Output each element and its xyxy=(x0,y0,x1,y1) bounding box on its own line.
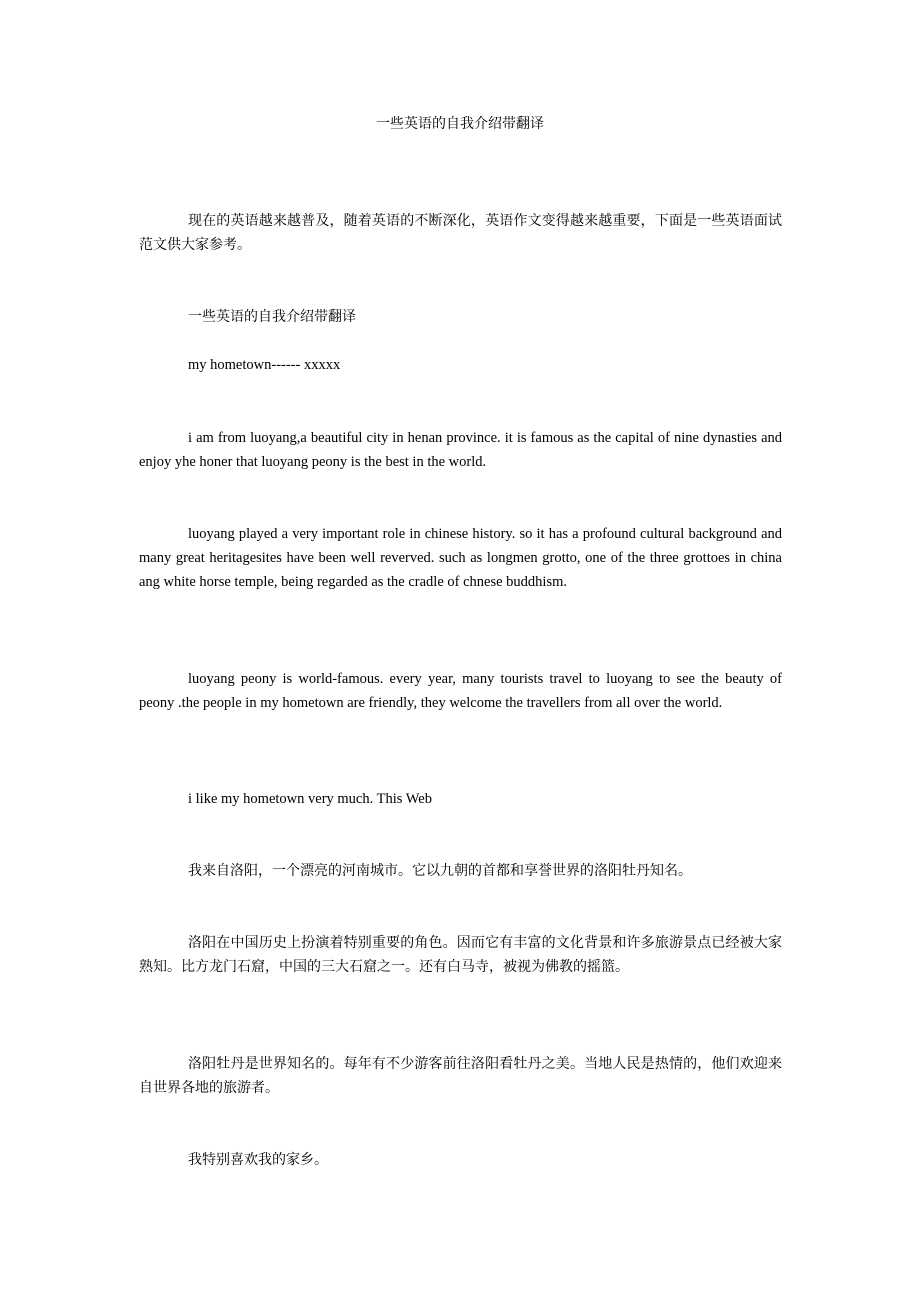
paragraph-zh-4: 我特别喜欢我的家乡。 xyxy=(188,1152,328,1168)
paragraph-en-3: luoyang peony is world-famous. every year, many tourists travel to luoyang to see the beauty of peony .the people in my hometown are friendly, they welcome the travellers from all over the world. xyxy=(139,671,782,711)
paragraph-en-1: i am from luoyang,a beautiful city in henan province. it is famous as the capital of nine dynasties and enjoy yhe honer that luoyang peony is the best in the world. xyxy=(139,430,782,470)
paragraph-zh-3: 洛阳牡丹是世界知名的。每年有不少游客前往洛阳看牡丹之美。当地人民是热情的，他们欢迎来自世界各地的旅游者。 xyxy=(139,1056,782,1096)
paragraph-zh-1: 我来自洛阳，一个漂亮的河南城市。它以九朝的首都和享誉世界的洛阳牡丹知名。 xyxy=(188,863,692,879)
paragraph-intro: 现在的英语越来越普及，随着英语的不断深化，英语作文变得越来越重要，下面是一些英语面试范文供大家参考。 xyxy=(139,213,782,253)
paragraph-hometown-heading: my hometown------ xxxxx xyxy=(188,357,341,373)
paragraph-en-2: luoyang played a very important role in chinese history. so it has a profound cultural background and many great heritagesites have been well reverved. such as longmen grotto, one of the three grottoes in china ang white horse temple, being regarded as the cradle of chnese buddhism. xyxy=(139,526,782,590)
paragraph-zh-2: 洛阳在中国历史上扮演着特别重要的角色。因而它有丰富的文化背景和许多旅游景点已经被大家熟知。比方龙门石窟，中国的三大石窟之一。还有白马寺，被视为佛教的摇篮。 xyxy=(139,935,782,975)
paragraph-en-4: i like my hometown very much. This Web xyxy=(188,791,432,807)
paragraph-subtitle: 一些英语的自我介绍带翻译 xyxy=(188,309,356,325)
document-title: 一些英语的自我介绍带翻译 xyxy=(376,116,544,132)
